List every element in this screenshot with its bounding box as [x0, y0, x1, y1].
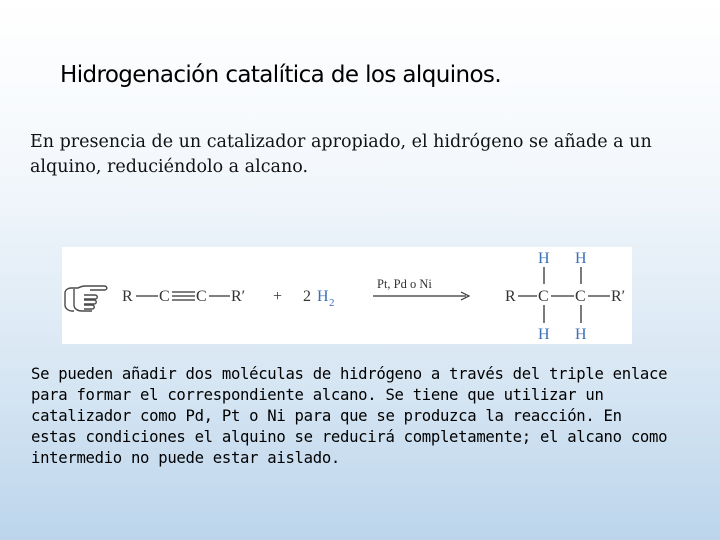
h-top-2: H [575, 250, 587, 267]
slide-title: Hidrogenación catalítica de los alquinos. [60, 62, 502, 88]
h-bottom-1: H [538, 326, 550, 343]
reactant-c1: C [159, 288, 170, 305]
intro-paragraph: En presencia de un catalizador apropiado, el hidrógeno se añade a un alquino, reduciéndolo a alcano. [30, 132, 652, 177]
h-top-1: H [538, 250, 550, 267]
plus-sign: + [273, 288, 283, 305]
product-c2: C [575, 288, 586, 305]
detail-paragraph: Se pueden añadir dos moléculas de hidrógeno a través del triple enlace para formar el correspondiente alcano. Se tiene que utilizar un catalizador como Pd, Pt o Ni para que se produzca la reacción. En estas condiciones el alquino se reducirá completamente; el alcano como intermedio no puede estar aislado. [31, 365, 668, 468]
h2-symbol: H [317, 288, 329, 305]
product-r-prime: R′ [611, 288, 626, 305]
reactant-r-prime: R′ [231, 288, 246, 305]
reactant-c2: C [196, 288, 207, 305]
triple-bond [172, 292, 195, 300]
catalyst-label: Pt, Pd o Ni [377, 277, 432, 291]
pointing-hand-icon [65, 286, 107, 311]
reactant-r: R [122, 288, 133, 305]
h-bottom-2: H [575, 326, 587, 343]
h2-subscript: 2 [329, 297, 335, 309]
product-r: R [505, 288, 516, 305]
h2-coefficient: 2 [303, 288, 311, 305]
product-c1: C [538, 288, 549, 305]
reaction-equation [62, 247, 632, 344]
